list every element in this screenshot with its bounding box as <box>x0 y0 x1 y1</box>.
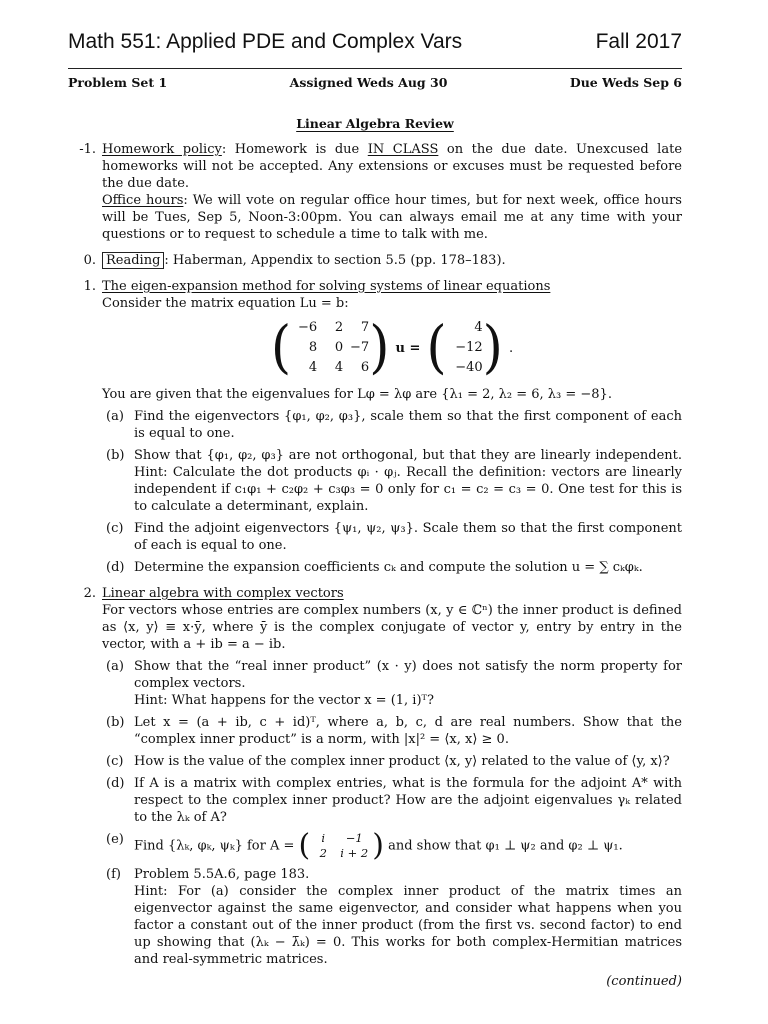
term: Fall 2017 <box>595 30 682 53</box>
problem-1-intro: Consider the matrix equation Lu = b: <box>102 296 349 311</box>
problem-2c: (c) How is the value of the complex inner product ⟨x, y⟩ related to the value of ⟨y, x⟩? <box>106 754 670 769</box>
problem-2f: (f) Problem 5.5A.6, page 183. Hint: For (a) consider the complex inner product of the matrix times an eigenvector against the same eigenvector, and consider what happens when you factor a constant out of the inner product (from the first vs. second factor) to end up showing that (λₖ − λ̄ₖ) = 0. This works for both complex-Hermitian matrices and real-symmetric matrices. <box>106 867 682 967</box>
problem-2b: (b) Let x = (a + ib, c + id)ᵀ, where a, b, c, d are real numbers. Show that the “complex inner product” is a norm, with |x|² = ⟨x, x⟩ ≥ 0. <box>106 715 682 747</box>
problem-2e: (e) Find {λₖ, φₖ, ψₖ} for A = ( i −1 2 i + 2 ) and show that φ₁ ⊥ ψ₂ and φ₂ ⊥ ψ₁. <box>106 828 623 863</box>
problem-1: 1. The eigen-expansion method for solving systems of linear equations Consider the matrix equation Lu = b: ( −6 2 7 8 0 −7 4 4 6 ) u = ( 4 −12 −40 ) . You are given that the eigenvalues for Lφ = λφ are {λ₁ = 2, λ₂ = 6, λ₃ = −8}. (a) Find the eigenvectors {φ₁, φ₂, φ₃}, scale them so that the first component of each is equal to one. (b) Show that {φ₁, φ₂, φ₃} are not orthogonal, but that they are linearly independent. Hint: Calculate the dot products φᵢ · φⱼ. Recall the definition: vectors are linearly independent if c₁φ₁ + c₂φ₂ + c₃φ₃ = 0 only for c₁ = c₂ = c₃ = 0. One test for this is to calculate a determinant, explain. (c) Find the adjoint eigenvectors {ψ₁, ψ₂, ψ₃}. Scale them so that the first component of each is equal to one. (d) Determine the expansion coefficients cₖ and compute the solution u = ∑ cₖφₖ. <box>83 279 682 575</box>
homework-policy-label: Homework policy <box>102 142 222 157</box>
problem-1c: (c) Find the adjoint eigenvectors {ψ₁, ψ₂, ψ₃}. Scale them so that the first component of each is equal to one. <box>106 521 682 553</box>
in-class-text: IN CLASS <box>367 142 439 157</box>
problem-set-label: Problem Set 1 <box>68 75 168 90</box>
problem-1a: (a) Find the eigenvectors {φ₁, φ₂, φ₃}, scale them so that the first component of each is equal to one. <box>106 409 682 441</box>
course-title: Math 551: Applied PDE and Complex Vars <box>68 30 463 53</box>
due-date: Due Weds Sep 6 <box>569 75 682 90</box>
section-title: Linear Algebra Review <box>296 116 454 131</box>
eigenvalue-statement: You are given that the eigenvalues for Lφ = λφ are {λ₁ = 2, λ₂ = 6, λ₃ = −8}. <box>102 387 612 402</box>
assignment-info <box>68 75 682 90</box>
problem-set-page <box>68 30 682 989</box>
office-hours-label: Office hours <box>102 193 184 208</box>
problem-1b: (b) Show that {φ₁, φ₂, φ₃} are not orthogonal, but that they are linearly independent. Hint: Calculate the dot products φᵢ · φⱼ. Recall the definition: vectors are linearly independent if c₁φ₁ + c₂φ₂ + c₃φ₃ = 0 only for c₁ = c₂ = c₃ = 0. One test for this is to calculate a determinant, explain. <box>106 448 682 514</box>
problem-1-title: The eigen-expansion method for solving systems of linear equations <box>102 279 551 294</box>
header-rule <box>68 68 682 69</box>
problem-2-intro: For vectors whose entries are complex numbers (x, y ∈ ℂⁿ) the inner product is defined as ⟨x, y⟩ ≡ x·ȳ, where ȳ is the complex conjugate of vector y, entry by entry in the vector, with a + ib = a − ib. <box>102 603 682 652</box>
problem-2d: (d) If A is a matrix with complex entries, what is the formula for the adjoint A* with respect to the complex inner product? How are the adjoint eigenvalues γₖ related to the λₖ of A? <box>106 776 682 825</box>
matrix-a: ( i −1 2 i + 2 ) <box>298 828 384 863</box>
reading-label: Reading <box>102 252 164 269</box>
continued-note: (continued) <box>606 974 682 989</box>
problem-2-title: Linear algebra with complex vectors <box>102 586 344 601</box>
problem-2: 2. Linear algebra with complex vectors For vectors whose entries are complex numbers (x, y ∈ ℂⁿ) the inner product is defined as ⟨x, y⟩ ≡ x·ȳ, where ȳ is the complex conjugate of vector y, entry by entry in the vector, with a + ib = a − ib. (a) Show that the “real inner product” (x · y) does not satisfy the norm property for complex vectors. Hint: What happens for the vector x = (1, i)ᵀ? (b) Let x = (a + ib, c + id)ᵀ, where a, b, c, d are real numbers. Show that the “complex inner product” is a norm, with |x|² = ⟨x, x⟩ ≥ 0. (c) How is the value of the complex inner product ⟨x, y⟩ related to the value of ⟨y, x⟩? (d) If A is a matrix with complex entries, what is the formula for the adjoint A* with respect to the complex inner product? How are the adjoint eigenvalues γₖ related to the λₖ of A? (e) Find {λₖ, φₖ, ψₖ} for A = ( i −1 2 i + 2 ) and show that φ₁ ⊥ ψ₂ and φ₂ ⊥ ψ₁. (f) Problem 5.5A.6, page 183. Hint: For (a) consider the complex inner product of the matrix times an eigenvector against the same eigenvector, and consider what happens when you factor a constant out of the inner product (from the first vs. second factor) to end up showing that (λₖ − λ̄ₖ) = 0. This works for both complex-Hermitian matrices and real-symmetric matrices. <box>83 586 682 967</box>
problem-1d: (d) Determine the expansion coefficients cₖ and compute the solution u = ∑ cₖφₖ. <box>106 560 643 575</box>
assigned-date: Assigned Weds Aug 30 <box>289 75 448 90</box>
policy-item: -1. Homework policy: Homework is due IN CLASS on the due date. Unexcused late homeworks will not be accepted. Any extensions or excuses must be requested before the due date. Office hours: We will vote on regular office hour times, but for next week, office hours will be Tues, Sep 5, Noon-3:00pm. You can always email me at any time with your questions or to request to schedule a time to talk with me. <box>79 142 683 242</box>
problem-2a: (a) Show that the “real inner product” (x · y) does not satisfy the norm property for complex vectors. Hint: What happens for the vector x = (1, i)ᵀ? <box>106 659 682 708</box>
course-header <box>68 30 682 54</box>
matrix-equation: ( −6 2 7 8 0 −7 4 4 6 ) u = ( 4 −12 −40 ) . <box>270 315 514 381</box>
reading-item: 0. Reading : Haberman, Appendix to section 5.5 (pp. 178–183). <box>83 253 506 268</box>
